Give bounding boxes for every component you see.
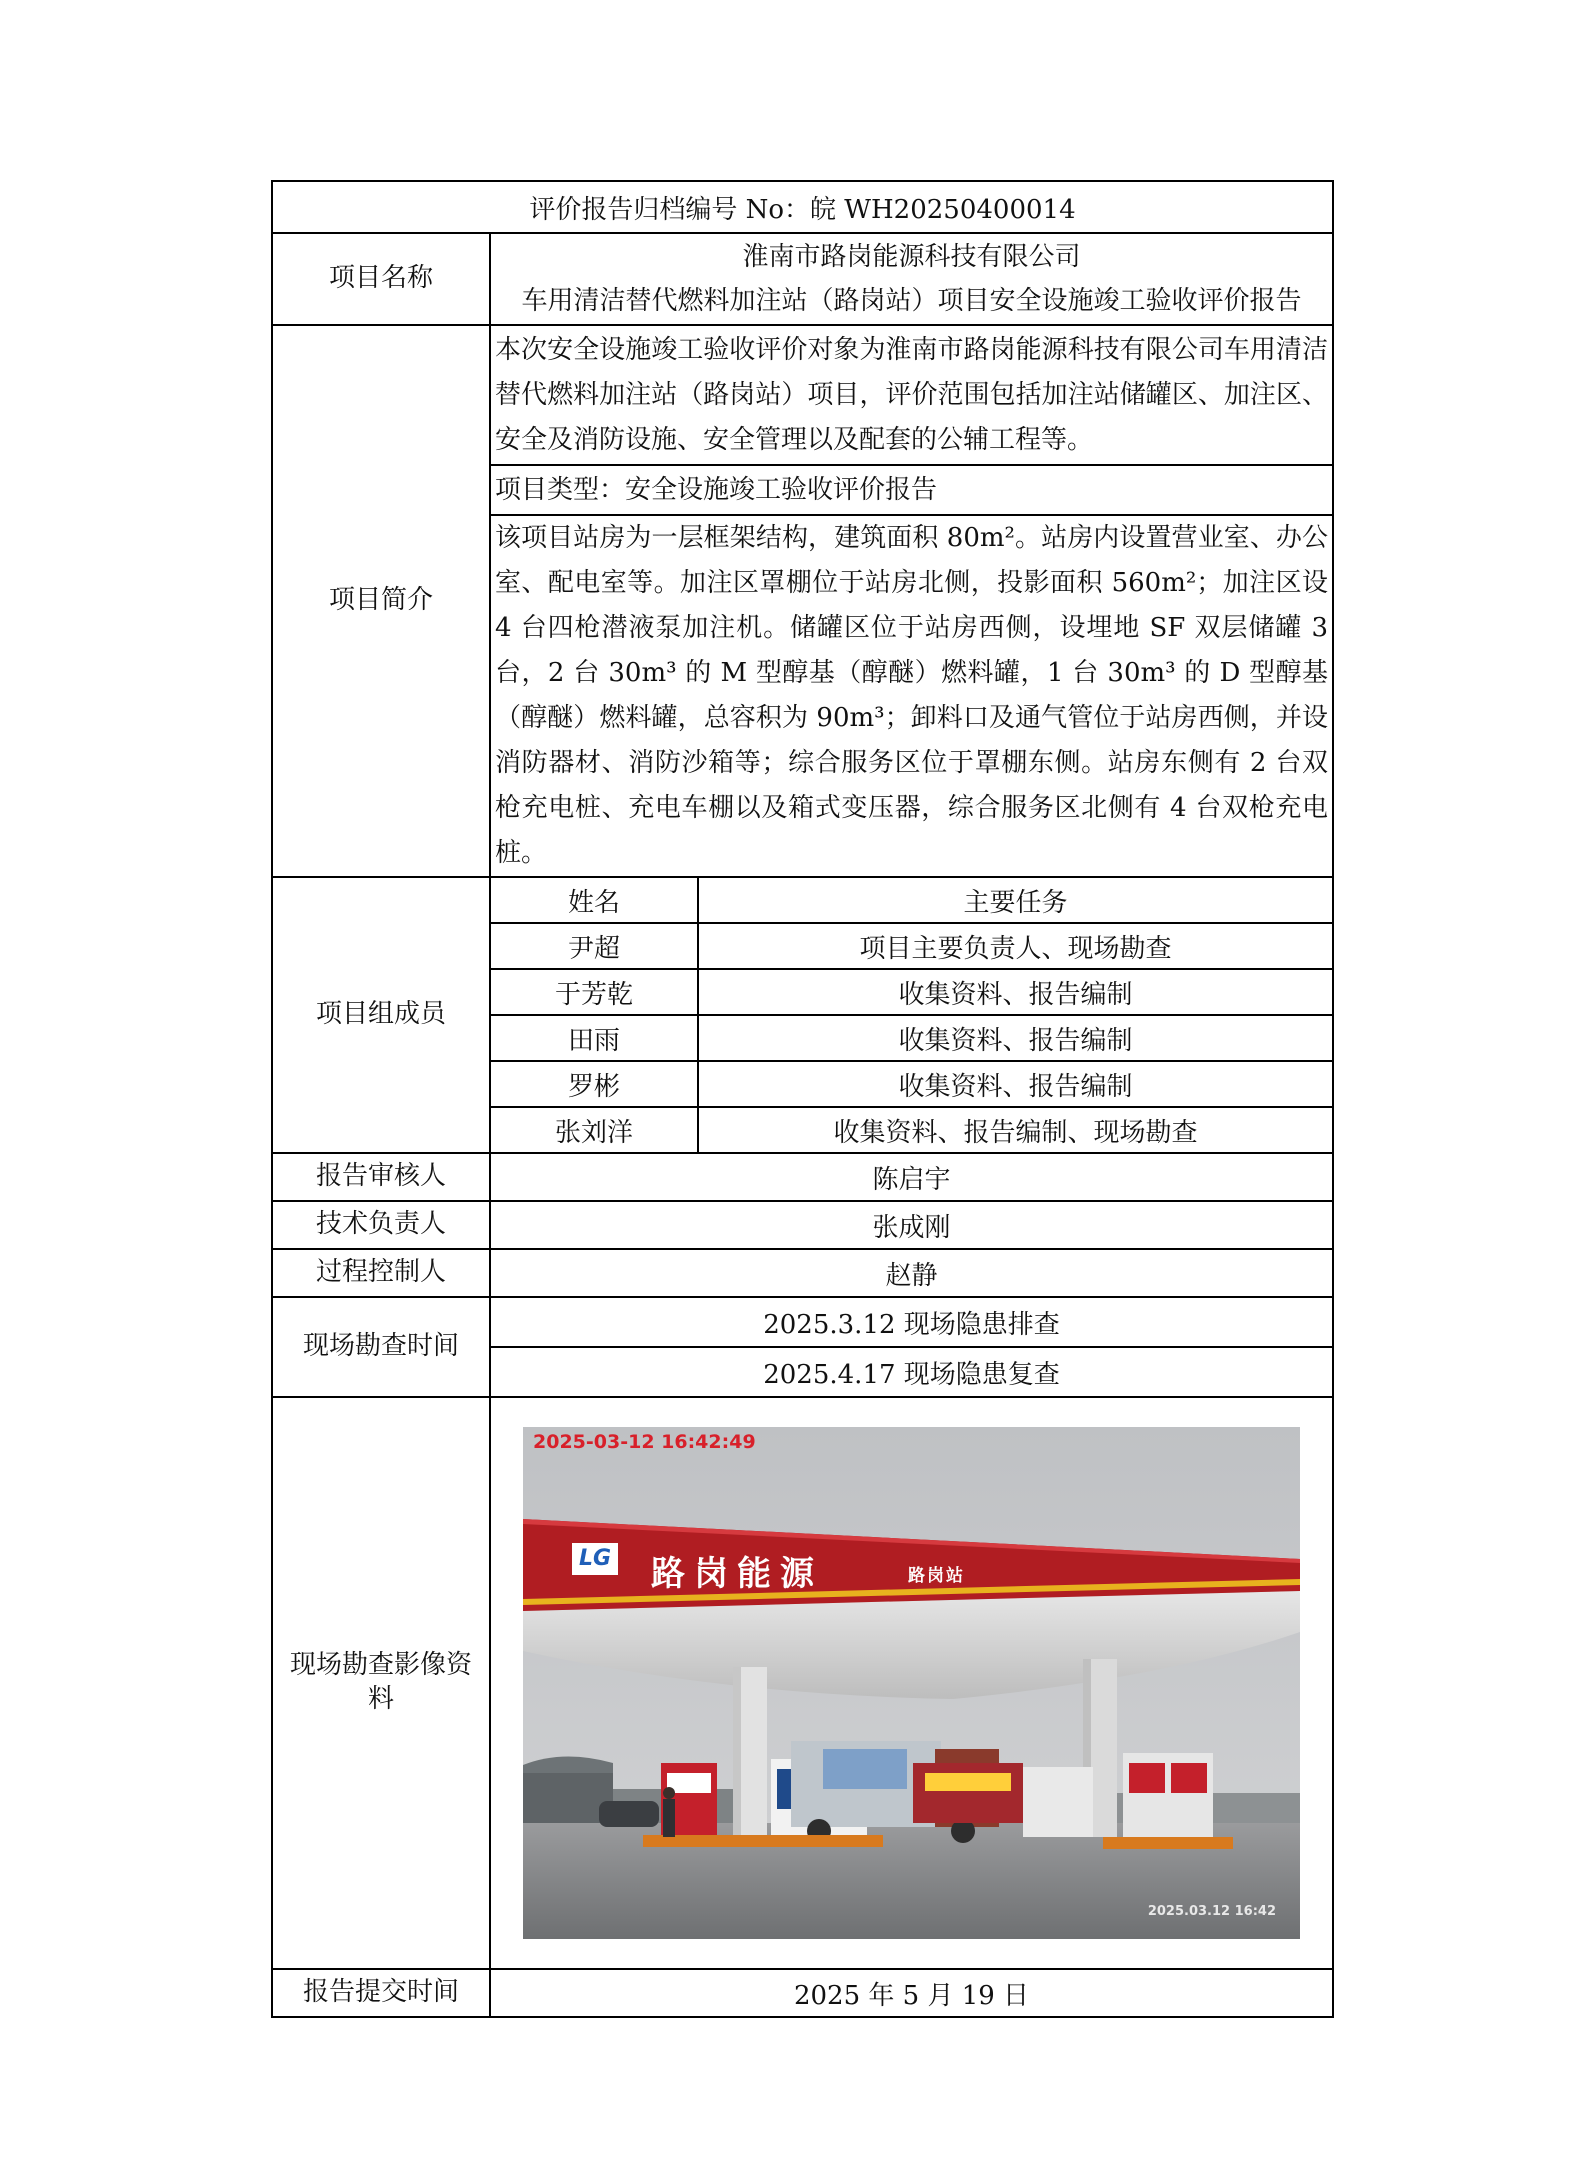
- submit-value: 2025 年 5 月 19 日: [490, 1969, 1333, 2017]
- member-task: 收集资料、报告编制: [698, 1015, 1333, 1061]
- brand-logo: LG: [578, 1546, 612, 1571]
- team-col-task: 主要任务: [698, 877, 1333, 923]
- inspection-label: 现场勘查时间: [272, 1297, 490, 1397]
- member-name: 罗彬: [490, 1061, 698, 1107]
- inspection-date-2: 2025.4.17 现场隐患复查: [490, 1347, 1333, 1397]
- project-scope: 本次安全设施竣工验收评价对象为淮南市路岗能源科技有限公司车用清洁替代燃料加注站（路岗站）项目，评价范围包括加注站储罐区、加注区、安全及消防设施、安全管理以及配套的公辅工程等。: [490, 325, 1333, 465]
- project-name-value: [490, 233, 1333, 325]
- photo-timestamp-top: 2025-03-12 16:42:49: [533, 1431, 756, 1453]
- member-task: 项目主要负责人、现场勘查: [698, 923, 1333, 969]
- member-name: 田雨: [490, 1015, 698, 1061]
- team-label: 项目组成员: [272, 877, 490, 1153]
- site-photo: [523, 1427, 1300, 1939]
- reviewer-label: 报告审核人: [272, 1153, 490, 1201]
- project-intro-label: 项目简介: [272, 325, 490, 877]
- project-description: 该项目站房为一层框架结构，建筑面积 80m²。站房内设置营业室、办公室、配电室等。加注区罩棚位于站房北侧，投影面积 560m²；加注区设 4 台四枪潜液泵加注机。储罐区位于站房西侧，设埋地 SF 双层储罐 3 台，2 台 30m³ 的 M 型醇基（醇醚）燃料罐，1 台 30m³ 的 D 型醇基（醇醚）燃料罐，总容积为 90m³；卸料口及通气管位于站房西侧，并设消防器材、消防沙箱等；综合服务区位于罩棚东侧。站房东侧有 2 台双枪充电桩、充电车棚以及箱式变压器，综合服务区北侧有 4 台双枪充电桩。: [490, 515, 1333, 877]
- team-col-name: 姓名: [490, 877, 698, 923]
- project-name-line1: 淮南市路岗能源科技有限公司: [742, 242, 1081, 272]
- member-name: 张刘洋: [490, 1107, 698, 1153]
- project-name-line2: 车用清洁替代燃料加注站（路岗站）项目安全设施竣工验收评价报告: [521, 286, 1302, 316]
- photo-label: 现场勘查影像资料: [272, 1397, 490, 1969]
- inspection-date-1: 2025.3.12 现场隐患排查: [490, 1297, 1333, 1347]
- report-table: [271, 180, 1334, 2018]
- canopy-station-text: 路岗站: [908, 1566, 965, 1586]
- site-photo-drawing: [523, 1427, 1300, 1939]
- reviewer-value: 陈启宇: [490, 1153, 1333, 1201]
- archive-number: 评价报告归档编号 No：皖 WH20250400014: [272, 181, 1333, 233]
- tech-lead-value: 张成刚: [490, 1201, 1333, 1249]
- process-control-value: 赵静: [490, 1249, 1333, 1297]
- project-name-label: 项目名称: [272, 233, 490, 325]
- photo-timestamp-bottom: 2025.03.12 16:42: [1147, 1904, 1276, 1919]
- member-task: 收集资料、报告编制: [698, 969, 1333, 1015]
- process-control-label: 过程控制人: [272, 1249, 490, 1297]
- tech-lead-label: 技术负责人: [272, 1201, 490, 1249]
- photo-cell: [490, 1397, 1333, 1969]
- canopy-brand-text: 路岗能源: [651, 1554, 823, 1594]
- project-type: 项目类型：安全设施竣工验收评价报告: [490, 465, 1333, 515]
- member-name: 尹超: [490, 923, 698, 969]
- submit-label: 报告提交时间: [272, 1969, 490, 2017]
- member-name: 于芳乾: [490, 969, 698, 1015]
- member-task: 收集资料、报告编制、现场勘查: [698, 1107, 1333, 1153]
- member-task: 收集资料、报告编制: [698, 1061, 1333, 1107]
